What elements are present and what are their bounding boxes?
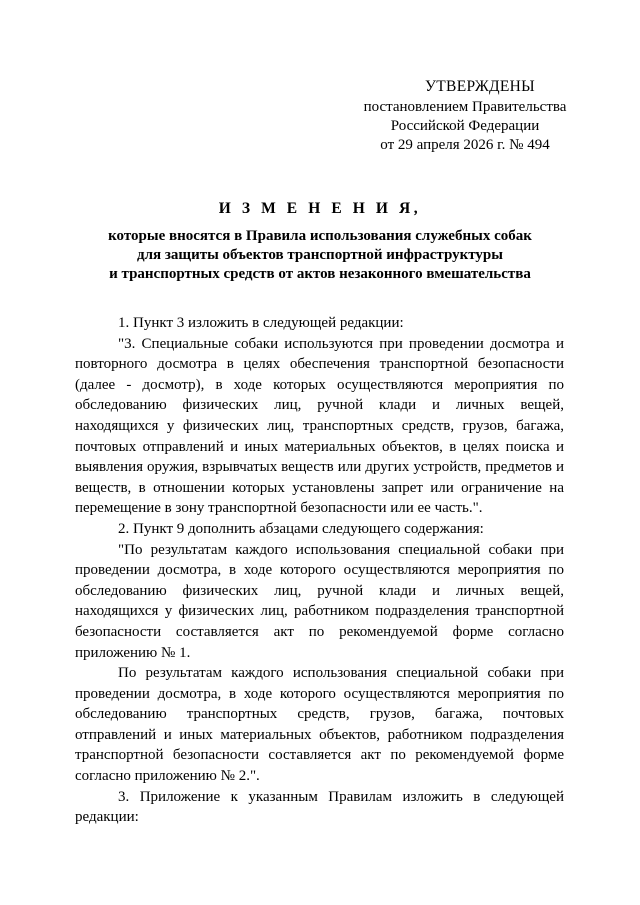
- paragraph-quote-9-b: По результатам каждого использования специальной собаки при проведении досмотра, в ходе которого осуществляются мероприятия по обследованию транспортных средств, грузов, багажа, почтовых отправлений и иных материальных объектов, работником подразделения транспортной безопасности составляется акт по рекомендуемой форме согласно приложению № 2.".: [75, 665, 564, 785]
- paragraph-quote-3: "3. Специальные собаки используются при проведении досмотра и повторного досмотра в целях обеспечения транспортной безопасности (далее - досмотр), в ходе которых осуществляются мероприятия по обследованию физических лиц, ручной клади и личных вещей, находящихся у физических лиц, транспортных средств, грузов, багажа, почтовых отправлений и иных материальных объектов, в целях поиска и выявления оружия, взрывчатых веществ или других устройств, предметов и веществ, в отношении которых установлены запрет или ограничение на перемещение в зону транспортной безопасности или ее часть.".: [75, 335, 564, 517]
- document-body: [75, 313, 564, 828]
- paragraph-quote-9-a: "По результатам каждого использования специальной собаки при проведении досмотра, в ходе которого осуществляются мероприятия по обследованию физических лиц, ручной клади и личных вещей, находящихся у физических лиц, работником подразделения транспортной безопасности составляется акт по рекомендуемой форме согласно приложению № 1.: [75, 541, 564, 661]
- title-line-2: для защиты объектов транспортной инфраструктуры: [137, 247, 503, 263]
- title-line-1: которые вносятся в Правила использования служебных собак: [108, 228, 532, 244]
- paragraph-item-3: 3. Приложение к указанным Правилам изложить в следующей редакции:: [75, 788, 564, 826]
- document-title: [70, 199, 570, 284]
- paragraph-item-2: 2. Пункт 9 дополнить абзацами следующего содержания:: [118, 520, 484, 537]
- paragraph-item-1: 1. Пункт 3 изложить в следующей редакции:: [118, 315, 404, 331]
- approval-line-resolution: постановлением Правительства: [363, 99, 567, 115]
- approval-line-government: Российской Федерации: [390, 118, 540, 134]
- approval-heading: УТВЕРЖДЕНЫ: [425, 78, 535, 95]
- approval-block: [330, 77, 600, 155]
- approval-line-date-number: от 29 апреля 2026 г. № 494: [380, 137, 550, 153]
- title-line-3: и транспортных средств от актов незаконного вмешательства: [109, 266, 531, 282]
- title-heading: И З М Е Н Е Н И Я,: [218, 200, 422, 217]
